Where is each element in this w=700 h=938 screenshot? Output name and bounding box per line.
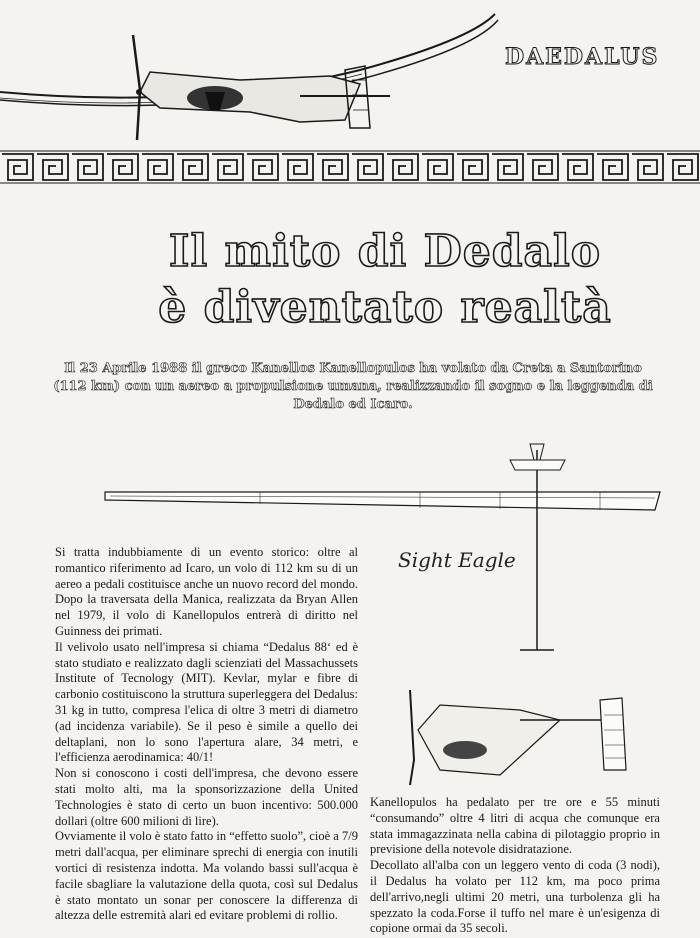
article-subtitle: Il 23 Aprile 1988 il greco Kanellos Kanellopulos ha volato da Creta a Santorino (112 km) con un aereo a propulsione umana, realizzando il sogno e la leggenda di Dedalo ed Icaro. (53, 361, 653, 412)
article-right-column (370, 795, 660, 937)
daedalus-aircraft-illustration (0, 0, 700, 150)
paragraph: Kanellopulos ha pedalato per tre ore e 55 minuti “consumando” oltre 4 litri di acqua che comunque era stata immagazzinata nella cabina di pilotaggio proprio in previsione della notevole disidratazione. (370, 795, 660, 857)
figure-caption: Sight Eagle (398, 548, 516, 572)
paragraph: Si tratta indubbiamente di un evento storico: oltre al romantico riferimento ad Icaro, un volo di 112 km su di un aereo a pedali costituisce anche un nuovo record del mondo. Dopo la traversata della Manica, realizzata da Bryan Allen nel 1979, il volo di Kanellopulos entrerà di diritto nel Guinness dei primati. (55, 545, 358, 638)
paragraph: Ovviamente il volo è stato fatto in “effetto suolo”, cioè a 7/9 metri dall'acqua, per eliminare sprechi di energia con inutili vortici di resistenza indotta. Ma volando bassi sull'acqua è facile sbagliare la valutazione della quota, così sul Dedalus è stato montato un sonar per conoscere la differenza di altezza delle estremità alari ed evitare problemi di rollio. (55, 829, 358, 923)
greek-key-border (0, 150, 700, 184)
magazine-section-title: DAEDALUS (505, 44, 660, 70)
paragraph: Non si conoscono i costi dell'impresa, che devono essere stati molto alti, ma la sponsorizzazione della United Technologies è stato di certo un buon incentivo: 500.000 dollari (oltre 600 milioni di lire). (55, 766, 358, 828)
headline-line-1: Il mito di Dedalo (168, 226, 602, 277)
headline-line-2: è diventato realtà (158, 282, 612, 333)
paragraph: Decollato all'alba con un leggero vento di coda (3 nodi), il Dedalus ha volato per 112 km, ma poco prima dell'arrivo,negli ultimi 20 metri, una turbolenza gli ha spezzato la coda.Forse il tuffo nel mare è un'esigenza di copione ormai da 35 secoli. (370, 858, 660, 936)
article-left-column (55, 545, 358, 924)
paragraph: Il velivolo usato nell'impresa si chiama “Dedalus 88‘ ed è stato studiato e realizzato dagli scienziati del Massachussets Institute of Tecnology (MIT). Kevlar, mylar e fibre di carbonio costituiscono la struttura superleggera del Dedalus: 31 kg in tutto, compresa l'elica di oltre 3 metri di diametro (ad incidenza variabile). Se il peso è simile a quello dei deltaplani, non lo sono l'apertura alare, 34 metri, e l'efficienza aerodinamica: 40/1! (55, 639, 358, 765)
